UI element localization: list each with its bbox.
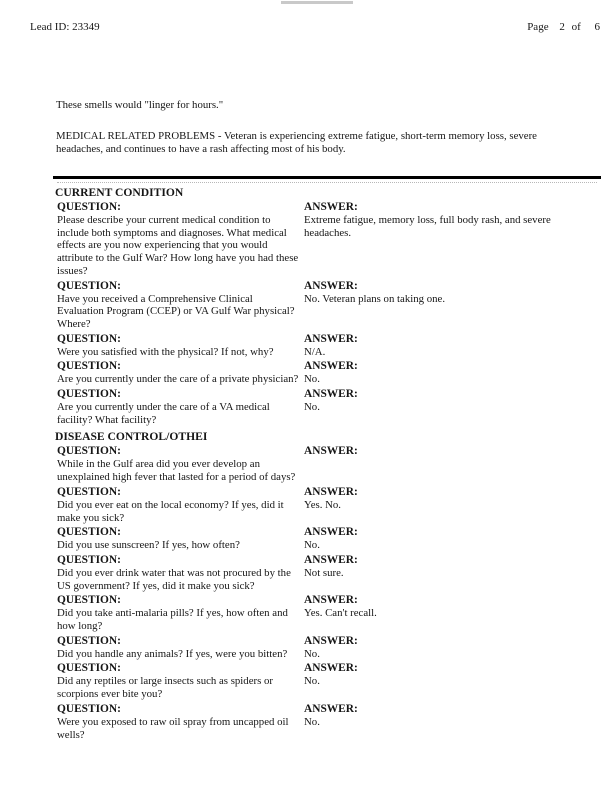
question-label: QUESTION:: [57, 594, 121, 607]
question-label: QUESTION:: [57, 445, 121, 458]
answer-text: Extreme fatigue, memory loss, full body rash, and severe headaches.: [304, 214, 551, 239]
question-column: [55, 526, 302, 552]
question-text: Did you ever drink water that was not procured by the US government? If yes, did it make you sick?: [57, 566, 291, 592]
answer-column: [302, 333, 585, 359]
question-text: Are you currently under the care of a VA medical facility? What facility?: [57, 401, 270, 426]
answer-label: ANSWER:: [304, 553, 358, 566]
question-text: Did you take anti-malaria pills? If yes, how often and how long?: [57, 607, 288, 633]
answer-column: [302, 388, 585, 426]
question-column: [55, 388, 302, 426]
question-label: QUESTION:: [57, 526, 121, 539]
question-column: [55, 486, 302, 524]
page-total: 6: [594, 21, 600, 33]
qa-block: [55, 554, 585, 592]
section: [55, 430, 585, 741]
answer-text: No. Veteran plans on taking one.: [304, 292, 446, 305]
question-column: [55, 445, 302, 483]
section-title: DISEASE CONTROL/OTHEI: [55, 430, 208, 444]
answer-column: [302, 703, 585, 741]
question-column: [55, 333, 302, 359]
page-current: 2: [559, 21, 565, 33]
question-label: QUESTION:: [57, 279, 121, 292]
question-text: Did you ever eat on the local economy? If yes, did it make you sick?: [57, 498, 284, 524]
answer-column: [302, 662, 585, 700]
answer-text: Yes. No.: [304, 498, 342, 511]
qa-block: [55, 333, 585, 359]
section-title: CURRENT CONDITION: [55, 186, 184, 199]
question-label: QUESTION:: [57, 702, 121, 715]
question-label: QUESTION:: [57, 332, 121, 345]
qa-block: [55, 486, 585, 524]
answer-column: [302, 445, 585, 483]
answer-label: ANSWER:: [304, 332, 358, 345]
qa-content: [55, 184, 585, 741]
answer-label: ANSWER:: [304, 279, 358, 292]
question-column: [55, 280, 302, 331]
section: [55, 186, 585, 426]
question-text: Please describe your current medical condition to include both symptoms and diagnoses. What medical effects are you now experiencing that you would attribute to the Gulf War? How long have you had these issues?: [57, 214, 299, 277]
question-label: QUESTION:: [57, 662, 121, 675]
qa-block: [55, 445, 585, 483]
answer-text: No.: [304, 539, 320, 552]
question-label: QUESTION:: [57, 360, 121, 373]
answer-column: [302, 635, 585, 661]
answer-text: Yes. Can't recall.: [304, 607, 377, 620]
answer-label: ANSWER:: [304, 388, 358, 401]
answer-text: N/A.: [304, 345, 326, 358]
answer-column: [302, 554, 585, 592]
answer-label: ANSWER:: [304, 594, 358, 607]
qa-block: [55, 388, 585, 426]
answer-label: ANSWER:: [304, 360, 358, 373]
section-divider-scan-dots: [57, 182, 597, 183]
question-label: QUESTION:: [57, 634, 121, 647]
question-label: QUESTION:: [57, 553, 121, 566]
question-text: Were you satisfied with the physical? If not, why?: [57, 345, 274, 358]
section-divider: [53, 176, 601, 179]
qa-block: [55, 635, 585, 661]
answer-column: [302, 360, 585, 386]
qa-block: [55, 703, 585, 741]
answer-column: [302, 594, 585, 632]
answer-label: ANSWER:: [304, 526, 358, 539]
page-number: [527, 21, 600, 33]
question-label: QUESTION:: [57, 388, 121, 401]
answer-label: ANSWER:: [304, 485, 358, 498]
answer-text: No.: [304, 715, 320, 728]
answer-label: ANSWER:: [304, 662, 358, 675]
question-label: QUESTION:: [57, 201, 121, 213]
question-text: Are you currently under the care of a private physician?: [57, 373, 299, 386]
qa-block: [55, 201, 585, 278]
answer-text: No.: [304, 647, 320, 660]
question-column: [55, 703, 302, 741]
question-text: Did any reptiles or large insects such as spiders or scorpions ever bite you?: [57, 675, 273, 701]
qa-block: [55, 662, 585, 700]
answer-label: ANSWER:: [304, 201, 358, 213]
question-column: [55, 662, 302, 700]
question-column: [55, 201, 302, 278]
question-text: Have you received a Comprehensive Clinical Evaluation Program (CCEP) or VA Gulf War physical? Where?: [57, 292, 295, 330]
answer-label: ANSWER:: [304, 445, 358, 458]
question-column: [55, 635, 302, 661]
question-text: Did you use sunscreen? If yes, how often?: [57, 539, 240, 552]
answer-label: ANSWER:: [304, 634, 358, 647]
question-column: [55, 360, 302, 386]
page-header: [30, 21, 600, 33]
answer-text: No.: [304, 675, 320, 688]
answer-text: Not sure.: [304, 566, 344, 579]
lead-id: Lead ID: 23349: [30, 21, 100, 33]
medical-problems-paragraph: MEDICAL RELATED PROBLEMS - Veteran is experiencing extreme fatigue, short-term memory loss, severe headaches, and continues to have a rash affecting most of his body.: [56, 130, 537, 155]
answer-label: ANSWER:: [304, 702, 358, 715]
answer-column: [302, 201, 585, 278]
question-column: [55, 554, 302, 592]
qa-block: [55, 526, 585, 552]
question-column: [55, 594, 302, 632]
scan-artifact-bar: [281, 1, 353, 4]
of-word: of: [571, 21, 581, 33]
answer-column: [302, 280, 585, 331]
question-text: Did you handle any animals? If yes, were you bitten?: [57, 647, 288, 660]
answer-text: No.: [304, 373, 320, 386]
qa-list: [55, 445, 585, 741]
qa-block: [55, 594, 585, 632]
question-label: QUESTION:: [57, 485, 121, 498]
answer-text: No.: [304, 401, 320, 414]
intro-text: [56, 99, 576, 156]
question-text: While in the Gulf area did you ever develop an unexplained high fever that lasted for a period of days?: [57, 458, 296, 484]
page-word: Page: [527, 21, 549, 33]
qa-block: [55, 280, 585, 331]
question-text: Were you exposed to raw oil spray from uncapped oil wells?: [57, 715, 289, 741]
answer-column: [302, 526, 585, 552]
answer-column: [302, 486, 585, 524]
smells-quote: These smells would "linger for hours.": [56, 99, 224, 111]
qa-list: [55, 201, 585, 426]
qa-block: [55, 360, 585, 386]
